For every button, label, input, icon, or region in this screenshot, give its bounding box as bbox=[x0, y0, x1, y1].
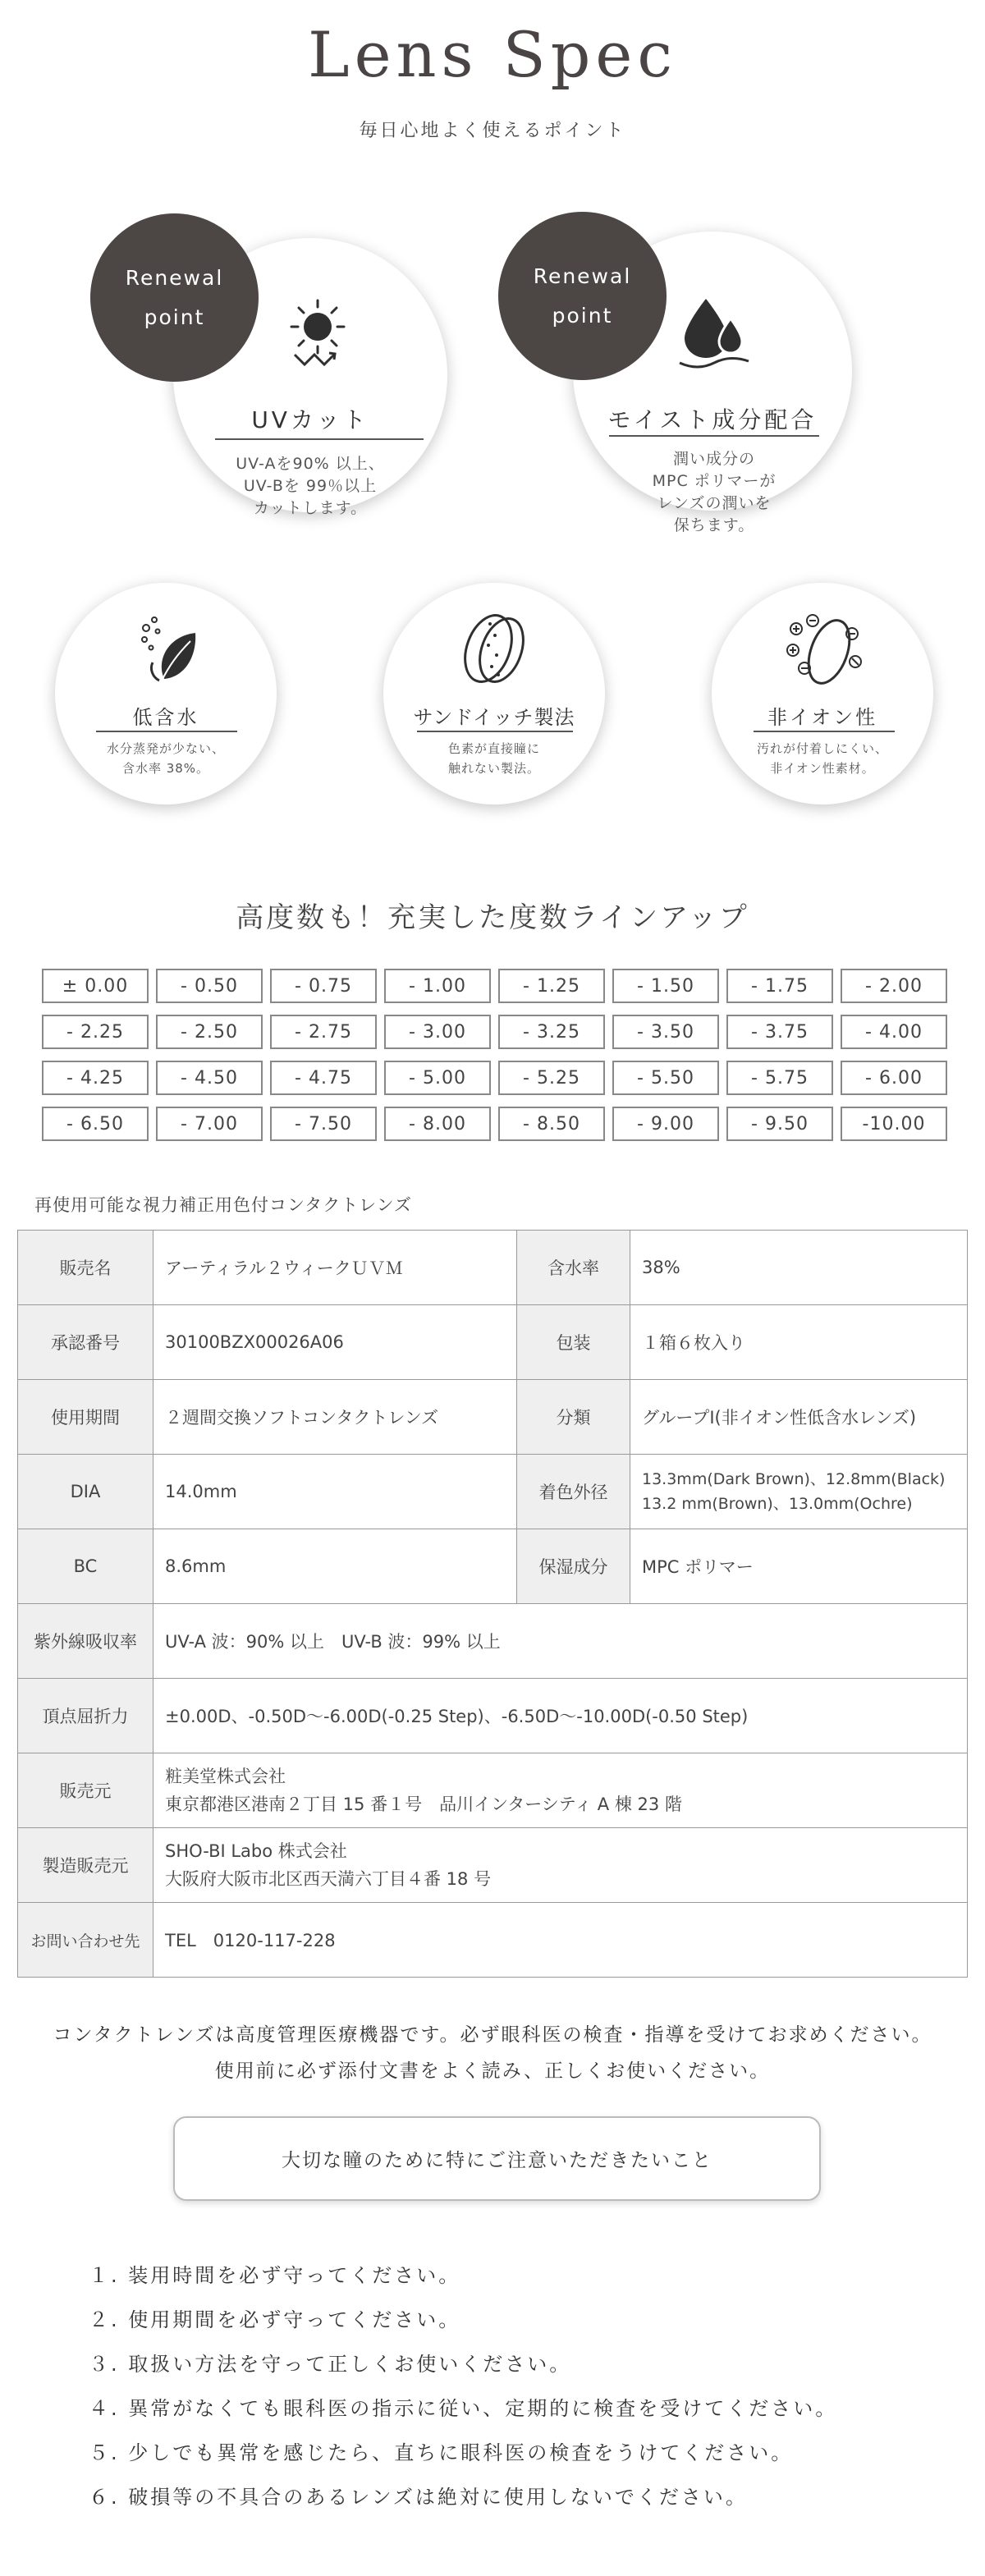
spec-value: MPC ポリマー bbox=[630, 1529, 968, 1604]
spec-value: 14.0mm bbox=[153, 1455, 517, 1529]
spec-value: ±0.00D、-0.50D〜-6.00D(-0.25 Step)、-6.50D〜-10.00D(-0.50 Step) bbox=[153, 1679, 968, 1753]
power-cell: - 5.75 bbox=[726, 1061, 833, 1095]
warning-line-2: 使用前に必ず添付文書をよく読み、正しくお使いください。 bbox=[214, 2060, 771, 2082]
feature-uv-desc: UV-Aを90% 以上、 UV-Bを 99％以上 カットします。 bbox=[236, 455, 385, 517]
spec-value: UV-A 波：90% 以上 UV-B 波：99% 以上 bbox=[153, 1604, 968, 1679]
power-cell: - 0.50 bbox=[156, 969, 263, 1003]
feature-low-water-desc: 水分蒸発が少ない、 含水率 38%。 bbox=[106, 741, 225, 776]
spec-label: BC bbox=[18, 1529, 153, 1604]
power-cell: - 2.25 bbox=[42, 1015, 149, 1049]
spec-value: １箱６枚入り bbox=[630, 1305, 968, 1380]
power-grid bbox=[42, 969, 943, 1141]
power-cell: - 2.50 bbox=[156, 1015, 263, 1049]
spec-label: 着色外径 bbox=[517, 1455, 630, 1529]
power-cell: - 3.75 bbox=[726, 1015, 833, 1049]
feature-nonionic-divider bbox=[754, 731, 895, 732]
power-cell: - 3.25 bbox=[498, 1015, 605, 1049]
power-cell: - 5.00 bbox=[384, 1061, 491, 1095]
spec-value: TEL 0120-117-228 bbox=[153, 1903, 968, 1978]
table-row bbox=[18, 1903, 968, 1978]
lens-layers-icon bbox=[447, 607, 546, 690]
feature-moist-title: モイスト成分配合 bbox=[607, 406, 818, 433]
spec-value: グループⅠ(非イオン性低含水レンズ) bbox=[630, 1380, 968, 1455]
power-cell: - 9.50 bbox=[726, 1107, 833, 1141]
feature-nonionic-title: 非イオン性 bbox=[767, 706, 878, 729]
leaf-water-icon bbox=[131, 612, 207, 687]
table-row bbox=[18, 1679, 968, 1753]
power-cell: - 6.50 bbox=[42, 1107, 149, 1141]
list-item: ２. 使用期間を必ず守ってください。 bbox=[89, 2308, 461, 2331]
spec-value: 13.3mm(Dark Brown)、12.8mm(Black) 13.2 mm(Brown)、13.0mm(Ochre) bbox=[630, 1455, 968, 1529]
spec-label: 分類 bbox=[517, 1380, 630, 1455]
power-cell: - 4.00 bbox=[841, 1015, 947, 1049]
spec-label: DIA bbox=[18, 1455, 153, 1529]
spec-label: 使用期間 bbox=[18, 1380, 153, 1455]
list-item: １. 装用時間を必ず守ってください。 bbox=[89, 2264, 461, 2287]
power-cell: - 2.00 bbox=[841, 969, 947, 1003]
feature-uv-divider bbox=[215, 438, 424, 440]
water-drop-icon bbox=[673, 296, 755, 369]
renewal-badge-moist bbox=[498, 212, 667, 380]
lineup-title: 高度数も！充実した度数ラインアップ bbox=[236, 901, 749, 934]
list-item: ３. 取扱い方法を守って正しくお使いください。 bbox=[89, 2353, 572, 2376]
power-cell: -10.00 bbox=[841, 1107, 947, 1141]
spec-value: 30100BZX00026A06 bbox=[153, 1305, 517, 1380]
table-row bbox=[18, 1604, 968, 1679]
power-cell: - 0.75 bbox=[270, 969, 377, 1003]
list-item: ６. 破損等の不具合のあるレンズは絶対に使用しないでください。 bbox=[89, 2486, 748, 2509]
feature-sandwich-divider bbox=[417, 731, 573, 732]
spec-value: アーティラル２ウィークＵＶＭ bbox=[153, 1231, 517, 1305]
power-cell: - 8.00 bbox=[384, 1107, 491, 1141]
power-cell: - 7.00 bbox=[156, 1107, 263, 1141]
spec-label: 含水率 bbox=[517, 1231, 630, 1305]
power-cell: - 2.75 bbox=[270, 1015, 377, 1049]
table-row bbox=[18, 1380, 968, 1455]
spec-label: 製造販売元 bbox=[18, 1828, 153, 1903]
power-cell: - 5.25 bbox=[498, 1061, 605, 1095]
power-cell: - 4.75 bbox=[270, 1061, 377, 1095]
power-cell: - 6.00 bbox=[841, 1061, 947, 1095]
power-cell: - 1.50 bbox=[612, 969, 719, 1003]
badge-sublabel: point bbox=[552, 303, 613, 328]
spec-label: 包装 bbox=[517, 1305, 630, 1380]
feature-low-water-title: 低含水 bbox=[132, 706, 199, 729]
power-cell: - 1.00 bbox=[384, 969, 491, 1003]
badge-label: Renewal bbox=[125, 265, 224, 290]
warning-line-1: コンタクトレンズは高度管理医療機器です。必ず眼科医の検査・指導を受けてお求めください。 bbox=[53, 2024, 932, 2046]
power-cell: - 9.00 bbox=[612, 1107, 719, 1141]
spec-value: ２週間交換ソフトコンタクトレンズ bbox=[153, 1380, 517, 1455]
feature-uv-title: UVカット bbox=[251, 406, 369, 433]
feature-moist-divider bbox=[609, 435, 819, 437]
power-cell: - 7.50 bbox=[270, 1107, 377, 1141]
page-subtitle: 毎日心地よく使えるポイント bbox=[359, 121, 626, 141]
table-row bbox=[18, 1231, 968, 1305]
power-cell: - 4.25 bbox=[42, 1061, 149, 1095]
caution-list bbox=[89, 2259, 837, 2525]
badge-label: Renewal bbox=[533, 264, 632, 288]
table-row bbox=[18, 1828, 968, 1903]
renewal-badge-uv bbox=[90, 213, 259, 382]
power-cell: - 8.50 bbox=[498, 1107, 605, 1141]
caution-box: 大切な瞳のために特にご注意いただきたいこと bbox=[173, 2116, 821, 2201]
feature-nonionic-desc: 汚れが付着しにくい、 非イオン性素材。 bbox=[756, 741, 888, 776]
power-cell: - 4.50 bbox=[156, 1061, 263, 1095]
table-row bbox=[18, 1753, 968, 1828]
spec-label: 頂点屈折力 bbox=[18, 1679, 153, 1753]
spec-label: 販売名 bbox=[18, 1231, 153, 1305]
feature-low-water-divider bbox=[96, 731, 237, 732]
power-cell: - 5.50 bbox=[612, 1061, 719, 1095]
spec-value: 38% bbox=[630, 1231, 968, 1305]
spec-value: 粧美堂株式会社 東京都港区港南２丁目 15 番１号 品川インターシティ A 棟 23 階 bbox=[153, 1753, 968, 1828]
table-row bbox=[18, 1305, 968, 1380]
power-cell: - 1.25 bbox=[498, 969, 605, 1003]
spec-value: SHO-BI Labo 株式会社 大阪府大阪市北区西天満六丁目４番 18 号 bbox=[153, 1828, 968, 1903]
spec-label: 販売元 bbox=[18, 1753, 153, 1828]
table-row bbox=[18, 1455, 968, 1529]
spec-value: 8.6mm bbox=[153, 1529, 517, 1604]
power-cell: - 3.50 bbox=[612, 1015, 719, 1049]
list-item: ４. 異常がなくても眼科医の指示に従い、定期的に検査を受けてください。 bbox=[89, 2397, 838, 2420]
ion-lens-icon bbox=[780, 609, 870, 691]
feature-sandwich-title: サンドイッチ製法 bbox=[413, 706, 575, 729]
feature-moist-desc: 潤い成分の MPC ポリマーが レンズの潤いを 保ちます。 bbox=[652, 450, 777, 534]
spec-table bbox=[17, 1230, 968, 1978]
sun-icon bbox=[283, 296, 353, 369]
badge-sublabel: point bbox=[144, 305, 205, 329]
spec-label: 紫外線吸収率 bbox=[18, 1604, 153, 1679]
list-item: ５. 少しでも異常を感じたら、直ちに眼科医の検査をうけてください。 bbox=[89, 2441, 794, 2464]
table-row bbox=[18, 1529, 968, 1604]
spec-label: 保湿成分 bbox=[517, 1529, 630, 1604]
spec-label: お問い合わせ先 bbox=[18, 1903, 153, 1978]
spec-label: 承認番号 bbox=[18, 1305, 153, 1380]
power-cell: ± 0.00 bbox=[42, 969, 149, 1003]
power-cell: - 3.00 bbox=[384, 1015, 491, 1049]
page-title: Lens Spec bbox=[308, 18, 677, 91]
feature-sandwich-desc: 色素が直接瞳に 触れない製法。 bbox=[447, 741, 540, 776]
power-cell: - 1.75 bbox=[726, 969, 833, 1003]
spec-caption: 再使用可能な視力補正用色付コンタクトレンズ bbox=[34, 1195, 413, 1215]
